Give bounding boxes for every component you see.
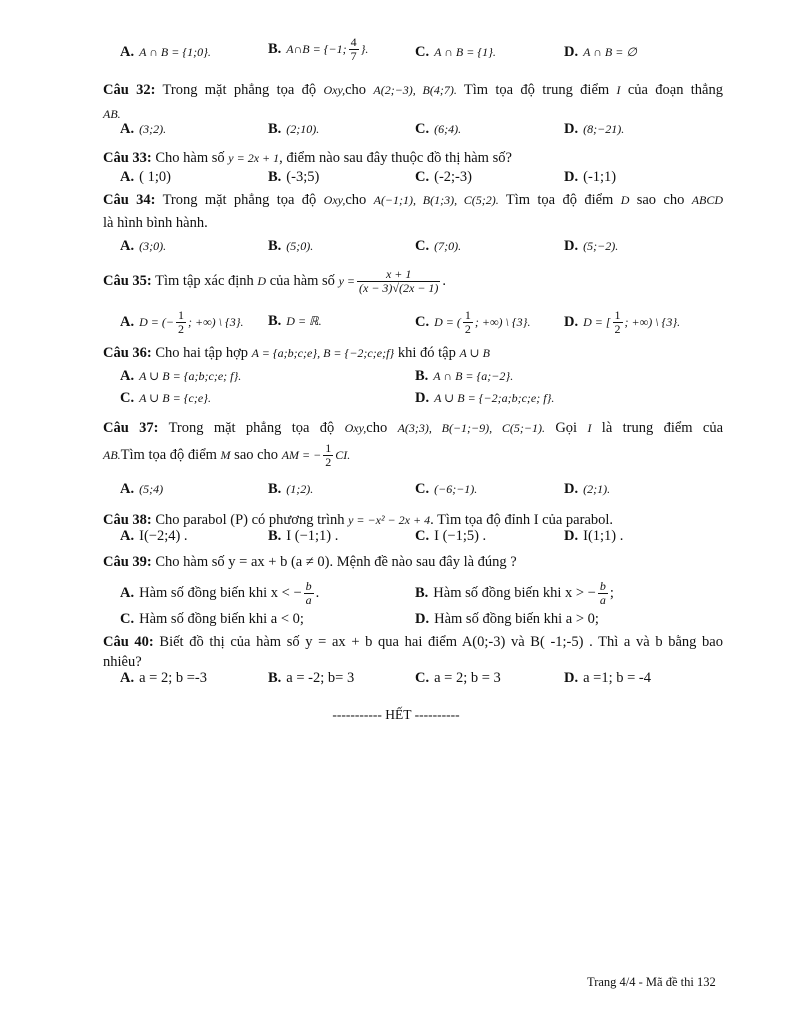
q31-option-b: B. A∩B = {−1; $\frac{4}{7}$ }. (268, 35, 369, 63)
q38-option-a: A. I(−2;4) . (120, 528, 188, 544)
q37-option-c: C. (−6;−1). (415, 481, 478, 497)
q35-option-b: B. D = ℝ. (268, 313, 322, 329)
fraction: $\frac{1}{2}$ (614, 308, 621, 336)
q33-option-d: D. (-1;1) (564, 169, 617, 185)
q34-option-c: C. (7;0). (415, 238, 462, 254)
q37-option-b: B. (1;2). (268, 481, 314, 497)
q37-options (0, 481, 792, 503)
q32-option-b: B. (2;10). (268, 121, 320, 137)
q34-option-d: D. (5;−2). (564, 238, 619, 254)
q39-options-row1 (0, 579, 792, 607)
q39-option-d: D. Hàm số đồng biến khi a > 0; (415, 611, 599, 627)
q33-option-b: B. (-3;5) (268, 169, 320, 185)
q31-option-c: C. A ∩ B = {1}. (415, 44, 496, 60)
q39-option-b: B. Hàm số đồng biến khi x > − $\frac{b}{a}$ ; (415, 579, 614, 607)
fraction: $\frac{1}{2}$ (464, 308, 471, 336)
q40-options (0, 670, 792, 692)
q34-stem-line2: là hình bình hành. (103, 215, 208, 231)
q35-option-a: A. D = (− $\frac{1}{2}$ ; +∞) \ {3}. (120, 308, 244, 336)
q36-option-d: D. A ∪ B = {−2;a;b;c;e; f}. (415, 390, 555, 406)
q32-option-a: A. (3;2). (120, 121, 167, 137)
q38-option-d: D. I(1;1) . (564, 528, 624, 544)
q40-stem-line2: nhiêu? (103, 654, 142, 670)
q33-stem: Câu 33: Cho hàm số y = 2x + 1, điểm nào sau đây thuộc đồ thị hàm số? (103, 150, 512, 166)
fraction: $\frac{b}{a}$ (305, 579, 312, 607)
q32-stem-line2: AB. (103, 107, 121, 121)
q31-options (0, 35, 792, 64)
q34-stem: Câu 34: Trong mặt phẳng tọa độ Oxy,cho A(−1;1), B(1;3), C(5;2). Tìm tọa độ điểm D sao cho ABCD (103, 192, 724, 208)
q40-option-c: C. a = 2; b = 3 (415, 670, 501, 686)
q32-option-d: D. (8;−21). (564, 121, 625, 137)
q36-option-b: B. A ∩ B = {a;−2}. (415, 368, 514, 384)
q32-stem: Câu 32: Trong mặt phẳng tọa độ Oxy,cho A(2;−3), B(4;7). Tìm tọa độ trung điểm I của đoạn thẳng (103, 82, 723, 98)
q39-option-a: A. Hàm số đồng biến khi x < − $\frac{b}{a}$ . (120, 579, 320, 607)
q33-option-a: A. ( 1;0) (120, 169, 171, 185)
q36-stem: Câu 36: Cho hai tập hợp A = {a;b;c;e}, B = {−2;c;e;f} khi đó tập A ∪ B (103, 345, 490, 361)
q39-option-c: C. Hàm số đồng biến khi a < 0; (120, 611, 304, 627)
q40-option-a: A. a = 2; b =-3 (120, 670, 208, 686)
q37-option-d: D. (2;1). (564, 481, 611, 497)
q35-stem: Câu 35: Tìm tập xác định D của hàm số y = $\frac{x + 1}{(x - 3)√(2x - 1)}$ . (103, 267, 447, 295)
fraction: $\frac{4}{7}$ (350, 35, 357, 63)
q37-option-a: A. (5;4) (120, 481, 164, 497)
function-fraction: $\frac{x + 1}{(x - 3)√(2x - 1)}$ (359, 267, 439, 295)
q38-stem: Câu 38: Cho parabol (P) có phương trình y = −x² − 2x + 4. Tìm tọa độ đỉnh I của parabol. (103, 512, 614, 528)
q35-option-d: D. D = [ $\frac{1}{2}$ ; +∞) \ {3}. (564, 308, 681, 336)
fraction: $\frac{1}{2}$ (177, 308, 184, 336)
fraction: $\frac{1}{2}$ (325, 441, 332, 469)
page-footer: Trang 4/4 - Mã đề thi 132 (587, 975, 716, 989)
q38-option-c: C. I (−1;5) . (415, 528, 487, 544)
q39-stem: Câu 39: Cho hàm số y = ax + b (a ≠ 0). Mệnh đề nào sau đây là đúng ? (103, 554, 517, 570)
q36-options-row2 (0, 390, 792, 412)
q33-options (0, 169, 792, 191)
q37-stem-line2: AB.Tìm tọa độ điểm M sao cho AM = − $\frac{1}{2}$ CI. (103, 441, 351, 469)
q31-option-a: A. A ∩ B = {1;0}. (120, 44, 211, 60)
q36-option-a: A. A ∪ B = {a;b;c;e; f}. (120, 368, 242, 384)
fraction: $\frac{b}{a}$ (599, 579, 606, 607)
q33-option-c: C. (-2;-3) (415, 169, 472, 185)
end-marker: ----------- HẾT ---------- (332, 707, 460, 722)
q34-option-a: A. (3;0). (120, 238, 167, 254)
q39-options-row2 (0, 611, 792, 633)
q34-option-b: B. (5;0). (268, 238, 314, 254)
q38-option-b: B. I (−1;1) . (268, 528, 339, 544)
q32-option-c: C. (6;4). (415, 121, 462, 137)
q36-option-c: C. A ∪ B = {c;e}. (120, 390, 211, 406)
q40-stem: Câu 40: Biết đồ thị của hàm số y = ax + b qua hai điểm A(0;-3) và B( -1;-5) . Thì a và b bằng bao (103, 634, 723, 650)
q31-option-d: D. A ∩ B = ∅ (564, 44, 637, 60)
q35-option-c: C. D = ( $\frac{1}{2}$ ; +∞) \ {3}. (415, 308, 531, 336)
q34-options (0, 238, 792, 260)
q40-option-b: B. a = -2; b= 3 (268, 670, 355, 686)
q36-options-row1 (0, 368, 792, 390)
q32-options (0, 121, 792, 143)
q35-options (0, 308, 792, 336)
q38-options (0, 528, 792, 550)
q37-stem: Câu 37: Trong mặt phẳng tọa độ Oxy,cho A(3;3), B(−1;−9), C(5;−1). Gọi I là trung điểm của (103, 420, 724, 436)
q40-option-d: D. a =1; b = -4 (564, 670, 652, 686)
